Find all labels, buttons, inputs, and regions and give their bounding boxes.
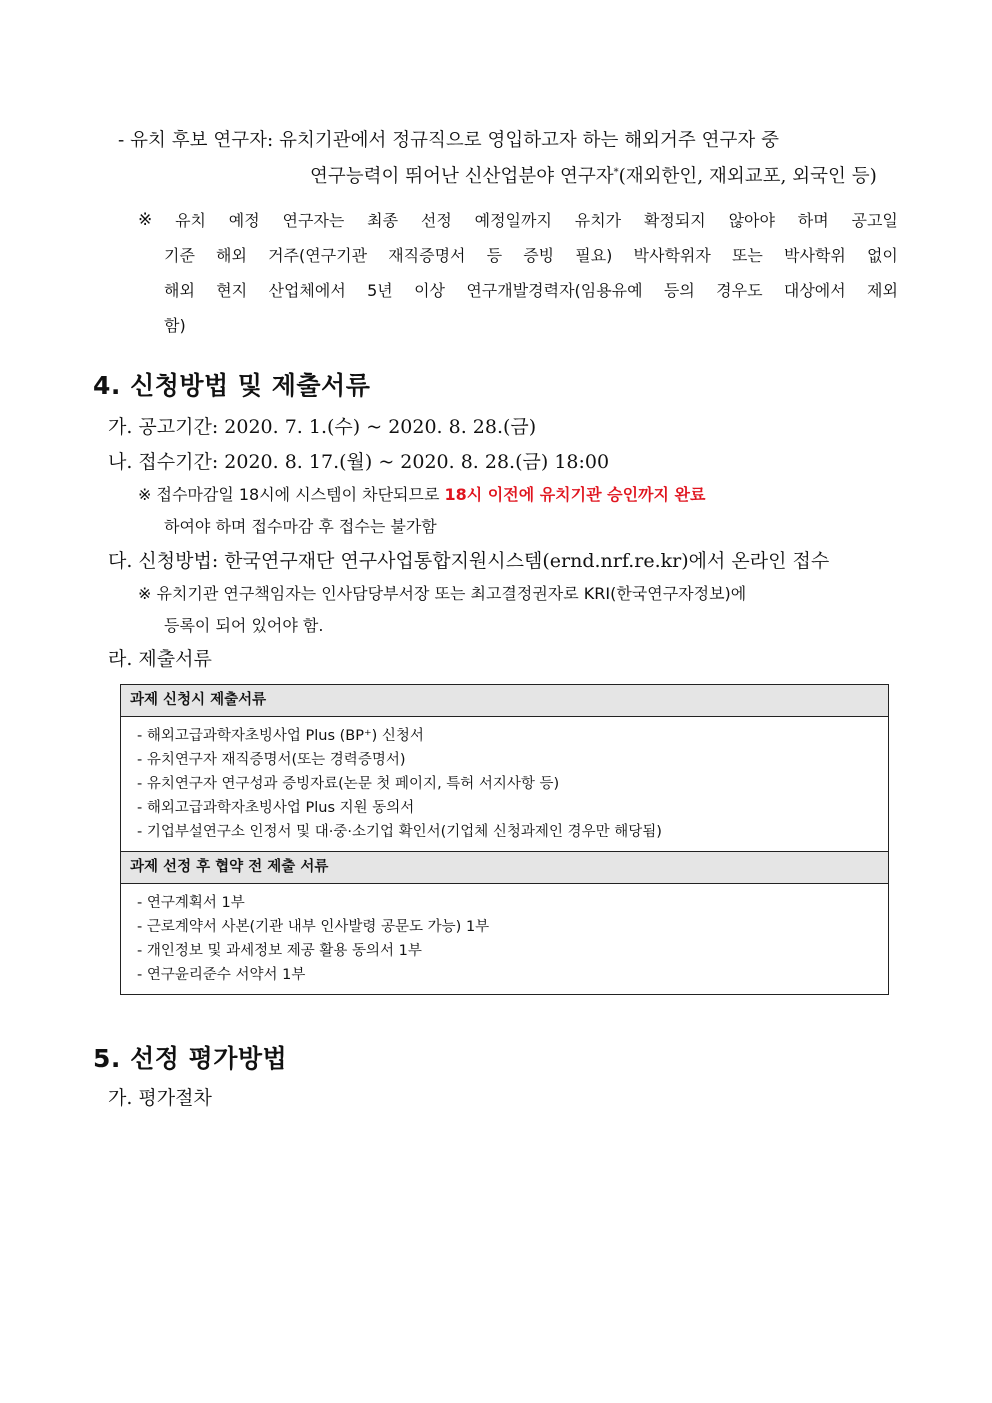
list-item: - 개인정보 및 과세정보 제공 활용 동의서 1부 (137, 943, 422, 959)
announcement-period: 가. 공고기간: 2020. 7. 1.(수) ~ 2020. 8. 28.(금) (108, 416, 537, 438)
section-4-title: 4. 신청방법 및 제출서류 (93, 371, 371, 400)
note-word: 하며 (797, 211, 829, 230)
note-word: 예정 (228, 211, 260, 230)
note-word: 필요) (575, 246, 613, 265)
note-word: 5년 (367, 281, 393, 300)
note-word: 연구개발경력자(임용유예 (466, 281, 643, 300)
application-method: 다. 신청방법: 한국연구재단 연구사업통합지원시스템(ernd.nrf.re.kr)에서 온라인 접수 (108, 550, 830, 572)
list-item: - 해외고급과학자초빙사업 Plus 지원 동의서 (137, 800, 415, 816)
deadline-note-highlight: 18시 이전에 유치기관 승인까지 완료 (444, 485, 706, 504)
note-word: 산업체에서 (268, 281, 346, 300)
note-word: 않아야 (728, 211, 775, 230)
eligibility-note-line-2 (138, 238, 898, 273)
deadline-note-line-2: 하여야 하며 접수마감 후 접수는 불가함 (164, 517, 437, 536)
note-word: 대상에서 (783, 281, 846, 300)
note-word: 또는 (731, 246, 763, 265)
submission-period: 나. 접수기간: 2020. 8. 17.(월) ~ 2020. 8. 28.(금) 18:00 (108, 451, 610, 473)
list-item: - 해외고급과학자초빙사업 Plus (BP⁺) 신청서 (137, 728, 424, 744)
list-item: - 기업부설연구소 인정서 및 대·중·소기업 확인서(기업체 신청과제인 경우만 해당됨) (137, 824, 662, 840)
note-word: 연구자는 (282, 211, 345, 230)
note-word: 해외 (216, 246, 247, 265)
list-item: - 유치연구자 재직증명서(또는 경력증명서) (137, 752, 406, 768)
list-item: - 연구계획서 1부 (137, 895, 245, 911)
eligibility-note-line-4: 함) (164, 316, 186, 335)
kri-note-line-2: 등록이 되어 있어야 함. (164, 616, 324, 635)
note-word: 선정 (420, 211, 452, 230)
note-word: 확정되지 (643, 211, 706, 230)
candidate-line-2-tail: (재외한인, 재외교포, 외국인 등) (618, 166, 877, 187)
note-word: 박사학위 (783, 246, 846, 265)
documents-table-body-agreement (121, 884, 888, 994)
note-word: 유치가 (574, 211, 622, 230)
note-word: 기준 (164, 246, 195, 265)
documents-heading: 라. 제출서류 (108, 648, 212, 670)
candidate-line-1: - 유치 후보 연구자: 유치기관에서 정규직으로 영입하고자 하는 해외거주 연구자 중 (118, 130, 780, 151)
footnote-marker: * (613, 166, 619, 178)
documents-table-body-application (121, 717, 888, 851)
note-word: 공고일 (851, 211, 898, 230)
note-word: 예정일까지 (474, 211, 552, 230)
deadline-note-text: ※ 접수마감일 18시에 시스템이 차단되므로 (138, 485, 445, 504)
documents-table-header-agreement: 과제 선정 후 협약 전 제출 서류 (121, 851, 888, 884)
note-word: 거주(연구기관 (268, 246, 368, 265)
documents-table (120, 684, 889, 995)
deadline-note (138, 482, 705, 505)
note-word: 없이 (866, 246, 898, 265)
note-mark: ※ (138, 210, 153, 230)
list-item: - 유치연구자 연구성과 증빙자료(논문 첫 페이지, 특허 서지사항 등) (137, 776, 560, 792)
note-word: 증빙 (523, 246, 555, 265)
note-word: 등의 (663, 281, 695, 300)
note-word: 등 (486, 246, 503, 265)
section-5-title: 5. 선정 평가방법 (93, 1044, 288, 1073)
note-word: 해외 (164, 281, 195, 300)
note-word: 이상 (414, 281, 445, 300)
note-word: 유치 (175, 211, 206, 230)
eligibility-note-line-3 (138, 273, 898, 308)
documents-table-header-application: 과제 신청시 제출서류 (121, 685, 888, 717)
note-word: 경우도 (716, 281, 763, 300)
note-word: 최종 (367, 211, 399, 230)
list-item: - 연구윤리준수 서약서 1부 (137, 967, 306, 983)
note-word: 재직증명서 (388, 246, 466, 265)
evaluation-procedure: 가. 평가절차 (108, 1087, 212, 1109)
candidate-line-2-text: 연구능력이 뛰어난 신산업분야 연구자 (310, 166, 614, 187)
candidate-line-2 (310, 162, 877, 188)
eligibility-note-line-1 (138, 203, 898, 238)
note-word: 현지 (216, 281, 248, 300)
kri-note-line-1: ※ 유치기관 연구책임자는 인사담당부서장 또는 최고결정권자로 KRI(한국연구자정보)에 (138, 584, 747, 603)
list-item: - 근로계약서 사본(기관 내부 인사발령 공문도 가능) 1부 (137, 919, 490, 935)
note-word: 제외 (867, 281, 898, 300)
eligibility-note (138, 203, 898, 343)
note-word: 박사학위자 (633, 246, 711, 265)
